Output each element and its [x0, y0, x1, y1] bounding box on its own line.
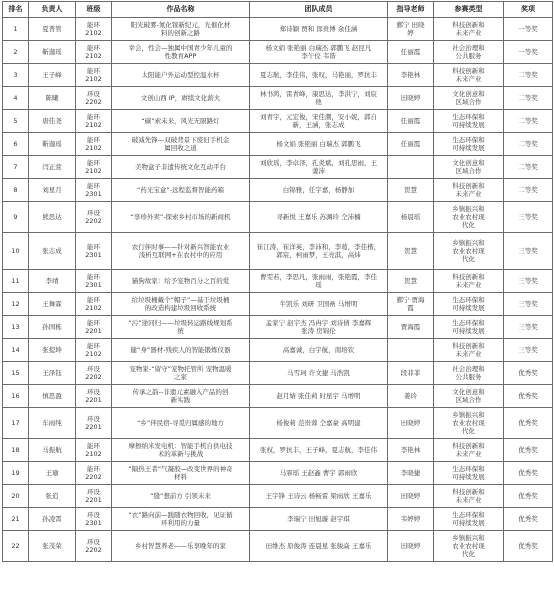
team-members-cell: 马霏瑶 王赵鑫 曹宇 郭雨欣 [250, 462, 388, 485]
header-category: 参赛类型 [434, 2, 504, 18]
class-cell: 环设 2202 [76, 202, 112, 233]
leader-cell: 王舞霖 [29, 293, 76, 316]
teacher-cell: 李艳林 [388, 64, 434, 87]
leader-cell: 慎思盈 [29, 385, 76, 408]
header-award: 奖项 [504, 2, 553, 18]
category-cell: 科技创新和 未来产业 [434, 64, 504, 87]
rank-cell: 11 [3, 270, 29, 293]
class-cell: 环设 2202 [76, 531, 112, 562]
teacher-cell: 李晓捷 [388, 462, 434, 485]
team-members-cell: 刘青宇，元宏俊，宋佳潮，安小妮，郭自 新，王涵，张志成 [250, 110, 388, 133]
category-cell: 乡镇振兴和 农业农村现 代化 [434, 531, 504, 562]
award-cell: 一等奖 [504, 18, 553, 41]
class-cell: 能环 2102 [76, 110, 112, 133]
award-cell: 二等奖 [504, 110, 553, 133]
leader-cell: 夏普管 [29, 18, 76, 41]
work-title-cell: “缝”想前方 引领未来 [112, 485, 250, 508]
category-cell: 科技创新和 未来产业 [434, 485, 504, 508]
team-members-cell: 郑诗颖 贾和 郎贵博 余佳涵 [250, 18, 388, 41]
award-cell: 二等奖 [504, 179, 553, 202]
class-cell: 能环 2102 [76, 439, 112, 462]
team-members-cell: 张权，罗抗丰，王子峰，夏志航，李佳伟 [250, 439, 388, 462]
table-row [3, 179, 553, 202]
team-members-cell: 高嘉诚，白宇航，南培钦 [250, 339, 388, 362]
work-title-cell: 破减先锋—双破背景下废旧手机金 属回收之道 [112, 133, 250, 156]
class-cell: 环设 2202 [76, 87, 112, 110]
teacher-cell: 任丽霞 [388, 41, 434, 64]
award-cell: 优秀奖 [504, 508, 553, 531]
leader-cell: 王瑜 [29, 462, 76, 485]
table-row [3, 508, 553, 531]
header-class: 班级 [76, 2, 112, 18]
award-cell: 优秀奖 [504, 362, 553, 385]
work-title-cell: “乡”伴民宿-寻觅归属感的地方 [112, 408, 250, 439]
team-members-cell: 杨文娟 张艳丽 白瑞杰 郭鹏飞 赵昆凡 李午佼 韦谐 [250, 41, 388, 64]
category-cell: 生态环保和 可持续发展 [434, 316, 504, 339]
award-cell: 三等奖 [504, 233, 553, 270]
table-row [3, 439, 553, 462]
team-members-cell: 田维杰 原俊涛 连晨星 张骏焱 王嘉乐 [250, 531, 388, 562]
category-cell: 文化创意和 区域合作 [434, 385, 504, 408]
teacher-cell: 田晓婷 [388, 531, 434, 562]
category-cell: 科技创新和 未来产业 [434, 179, 504, 202]
teacher-cell: 任丽霞 [388, 110, 434, 133]
table-body [3, 18, 553, 562]
leader-cell: 刘星月 [29, 179, 76, 202]
header-rank: 排名 [3, 2, 29, 18]
table-row [3, 110, 553, 133]
team-members-cell: 杨文娟 张艳丽 白瑞杰 郭鹏飞 [250, 133, 388, 156]
rank-cell: 5 [3, 110, 29, 133]
header-work: 作品名称 [112, 2, 250, 18]
class-cell: 能环 2201 [76, 316, 112, 339]
leader-cell: 马振航 [29, 439, 76, 462]
team-members-cell: 王宇锋 王诗云 杨畅雷 梁雨欣 王嘉乐 [250, 485, 388, 508]
award-cell: 优秀奖 [504, 385, 553, 408]
leader-cell: 张茂荣 [29, 531, 76, 562]
team-members-cell: 马雪珂 许文捷 马浩凯 [250, 362, 388, 385]
category-cell: 科技创新和 未来产业 [434, 18, 504, 41]
work-title-cell: 宠物家-“留守”宠物托管所 宠物温暖 之家 [112, 362, 250, 385]
work-title-cell: “碳”索未来，风光无限路灯 [112, 110, 250, 133]
award-cell: 二等奖 [504, 64, 553, 87]
rank-cell: 15 [3, 362, 29, 385]
class-cell: 环设 2202 [76, 362, 112, 385]
work-title-cell: 猫狗故家：给予宠物百分之百的爱 [112, 270, 250, 293]
rank-cell: 10 [3, 233, 29, 270]
category-cell: 科技创新和 未来产业 [434, 270, 504, 293]
leader-cell: 车雨纯 [29, 408, 76, 439]
class-cell: 环设 2201 [76, 385, 112, 408]
table-row [3, 485, 553, 508]
award-cell: 优秀奖 [504, 462, 553, 485]
class-cell: 环设 2201 [76, 485, 112, 508]
award-cell: 三等奖 [504, 316, 553, 339]
work-title-cell: 给垃圾桶戴个“帽子”—基于垃圾桶 的改造构建垃圾回收系统 [112, 293, 250, 316]
teacher-cell: 贺慧 [388, 233, 434, 270]
category-cell: 乡镇振兴和 农业农村现 代化 [434, 233, 504, 270]
rank-cell: 14 [3, 339, 29, 362]
teacher-cell: 贺慧 [388, 270, 434, 293]
work-title-cell: “污”途同归——垃圾转运路线规划系 统 [112, 316, 250, 339]
leader-cell: 张提坤 [29, 339, 76, 362]
award-cell: 优秀奖 [504, 439, 553, 462]
work-title-cell: 乡村智慧养老——乐享晚年的家 [112, 531, 250, 562]
category-cell: 文化创意和 区域合作 [434, 87, 504, 110]
award-cell: 三等奖 [504, 293, 553, 316]
teacher-cell: 段菲菲 [388, 362, 434, 385]
award-cell: 三等奖 [504, 339, 553, 362]
work-title-cell: 阳光破雾-氮化镓新纪元，光催化材 料的创新之路 [112, 18, 250, 41]
award-cell: 二等奖 [504, 87, 553, 110]
rank-cell: 3 [3, 64, 29, 87]
class-cell: 能环 2102 [76, 18, 112, 41]
category-cell: 社会治理和 公共服务 [434, 362, 504, 385]
class-cell: 能环 2102 [76, 64, 112, 87]
teacher-cell: 李艳林 [388, 439, 434, 462]
team-members-cell: 赵月婧 张佳莉 时星宇 马增明 [250, 385, 388, 408]
category-cell: 乡镇振兴和 农业农村现 代化 [434, 408, 504, 439]
teacher-cell: 鄞宁 贾海 霞 [388, 293, 434, 316]
leader-cell: 唐佳尧 [29, 110, 76, 133]
teacher-cell: 鄞宁 田晓 婷 [388, 18, 434, 41]
table-row [3, 362, 553, 385]
work-title-cell: 健“身”器材-残疾人的智能锻炼仪器 [112, 339, 250, 362]
teacher-cell: 韦婷婷 [388, 508, 434, 531]
class-cell: 能环 2301 [76, 179, 112, 202]
award-cell: 优秀奖 [504, 531, 553, 562]
teacher-cell: 任丽霞 [388, 133, 434, 156]
work-title-cell: 农行伴时事——针对新兴智能农业 浅析互联网+在农村中的应用 [112, 233, 250, 270]
class-cell: 环设 2201 [76, 408, 112, 439]
class-cell: 能环 2202 [76, 462, 112, 485]
category-cell: 生态环保和 可持续发展 [434, 110, 504, 133]
team-members-cell: 林书鸿，雷青峰，康思达，李洪宁，刘宸 他 [250, 87, 388, 110]
award-cell: 三等奖 [504, 202, 553, 233]
rank-cell: 2 [3, 41, 29, 64]
class-cell: 能环 2301 [76, 233, 112, 270]
rank-cell: 1 [3, 18, 29, 41]
teacher-cell [388, 156, 434, 179]
rank-cell: 17 [3, 408, 29, 439]
work-title-cell: 摩擦纳米发电机：智能手机自供电技 术的革新与挑战 [112, 439, 250, 462]
category-cell: 科技创新和 未来产业 [434, 339, 504, 362]
leader-cell: 孙凌霄 [29, 508, 76, 531]
award-cell: 优秀奖 [504, 408, 553, 439]
team-members-cell: 曹雯若，李思凡，张雨雨，张艳霞，李佳 瑶 [250, 270, 388, 293]
class-cell: 能环 2102 [76, 156, 112, 179]
class-cell: 能环 2102 [76, 339, 112, 362]
rank-cell: 16 [3, 385, 29, 408]
rank-cell: 13 [3, 316, 29, 339]
leader-cell: 靳迦瑶 [29, 133, 76, 156]
leader-cell: 靳迦瑶 [29, 41, 76, 64]
leader-cell: 李靖 [29, 270, 76, 293]
team-members-cell: 牛凯乐 刘研 卫国喦 马增明 [250, 293, 388, 316]
work-title-cell: “隔热王者”气凝胶—改变世界的神奇 材料 [112, 462, 250, 485]
work-title-cell: “药光宝盒”-远程监督智能药箱 [112, 179, 250, 202]
rank-cell: 22 [3, 531, 29, 562]
category-cell: 生态环保和 可持续发展 [434, 133, 504, 156]
work-title-cell: 文创山西 IP，赓续文化薪火 [112, 87, 250, 110]
work-title-cell: “衣”路向前—践随衣物回收，见证循 环利用的力量 [112, 508, 250, 531]
rank-cell: 21 [3, 508, 29, 531]
category-cell: 生态环保和 可持续发展 [434, 462, 504, 485]
table-row [3, 156, 553, 179]
table-row [3, 202, 553, 233]
category-cell: 乡镇振兴和 农业农村现 代化 [434, 202, 504, 233]
category-cell: 科技创新和 未来产业 [434, 439, 504, 462]
table-row [3, 293, 553, 316]
category-cell: 生态环保和 可持续发展 [434, 508, 504, 531]
team-members-cell: 寻新悦 王嘉乐 苏渊玲 仝沛楠 [250, 202, 388, 233]
table-row [3, 87, 553, 110]
table-row [3, 18, 553, 41]
work-title-cell: “享珍外卖”-探索乡村市场的新商机 [112, 202, 250, 233]
work-title-cell: 传承之韵--非遗元素融入产品的创 新实践 [112, 385, 250, 408]
award-cell: 优秀奖 [504, 485, 553, 508]
rank-cell: 12 [3, 293, 29, 316]
table-row [3, 41, 553, 64]
awards-table [2, 1, 553, 562]
class-cell: 能环 2102 [76, 41, 112, 64]
rank-cell: 8 [3, 179, 29, 202]
work-title-cell: 太阳能户外运动型控温水杯 [112, 64, 250, 87]
header-row [3, 2, 553, 18]
table-row [3, 270, 553, 293]
table-row [3, 408, 553, 439]
team-members-cell: 白锦雅，任宇嘉，杨静加 [250, 179, 388, 202]
rank-cell: 20 [3, 485, 29, 508]
team-members-cell: 孟家宁 赵宇杰 冯冉宇 刘诗倩 李嘉辉 张涛 房锦伦 [250, 316, 388, 339]
rank-cell: 19 [3, 462, 29, 485]
header-teacher: 指导老师 [388, 2, 434, 18]
rank-cell: 9 [3, 202, 29, 233]
category-cell: 生态环保和 可持续发展 [434, 293, 504, 316]
header-leader: 负责人 [29, 2, 76, 18]
team-members-cell: 李瑞宁 田旭璇 赵宇琪 [250, 508, 388, 531]
rank-cell: 18 [3, 439, 29, 462]
category-cell: 文化创意和 区域合作 [434, 156, 504, 179]
leader-cell: 陈曦 [29, 87, 76, 110]
teacher-cell: 杨晨瑶 [388, 202, 434, 233]
teacher-cell: 田晓婷 [388, 485, 434, 508]
teacher-cell: 贺慧 [388, 179, 434, 202]
table-row [3, 133, 553, 156]
class-cell: 能环 2102 [76, 133, 112, 156]
teacher-cell [388, 339, 434, 362]
rank-cell: 4 [3, 87, 29, 110]
team-members-cell: 刘欣瑶，李卓泽，孔炎斌，刘孔思雨，王 萋沛 [250, 156, 388, 179]
team-members-cell: 杨俊莉 范贵蓉 仝嘉豪 高明建 [250, 408, 388, 439]
work-title-cell: 幸会，性会—独属中国青少年儿童的 性教育APP [112, 41, 250, 64]
award-cell: 二等奖 [504, 156, 553, 179]
class-cell: 环设 2301 [76, 508, 112, 531]
leader-cell: 闫正萱 [29, 156, 76, 179]
table-row [3, 462, 553, 485]
category-cell: 社会治理和 公共服务 [434, 41, 504, 64]
table-row [3, 233, 553, 270]
rank-cell: 6 [3, 133, 29, 156]
rank-cell: 7 [3, 156, 29, 179]
team-members-cell: 夏志航，李佳伟，张叹，马艳丽，罗抗丰 [250, 64, 388, 87]
table-row [3, 339, 553, 362]
teacher-cell: 姜玲 [388, 385, 434, 408]
leader-cell: 张追 [29, 485, 76, 508]
teacher-cell: 田晓婷 [388, 408, 434, 439]
leader-cell: 张志成 [29, 233, 76, 270]
leader-cell: 熊思达 [29, 202, 76, 233]
team-members-cell: 崔江涛，崔洋英，李沛和，李葛，李佳楷， 郭宸，柯雨梦，王亮淇，高炜 [250, 233, 388, 270]
table-row [3, 385, 553, 408]
leader-cell: 王子峰 [29, 64, 76, 87]
leader-cell: 王泽钰 [29, 362, 76, 385]
teacher-cell: 贾海霞 [388, 316, 434, 339]
class-cell: 能环 2301 [76, 270, 112, 293]
award-cell: 三等奖 [504, 270, 553, 293]
award-cell: 一等奖 [504, 41, 553, 64]
teacher-cell: 田晓婷 [388, 87, 434, 110]
table-row [3, 531, 553, 562]
work-title-cell: 美物盒子非遗传统文化互动平台 [112, 156, 250, 179]
class-cell: 能环 2102 [76, 293, 112, 316]
leader-cell: 孙国栋 [29, 316, 76, 339]
table-row [3, 64, 553, 87]
header-team: 团队成员 [250, 2, 388, 18]
award-cell: 二等奖 [504, 133, 553, 156]
table-row [3, 316, 553, 339]
